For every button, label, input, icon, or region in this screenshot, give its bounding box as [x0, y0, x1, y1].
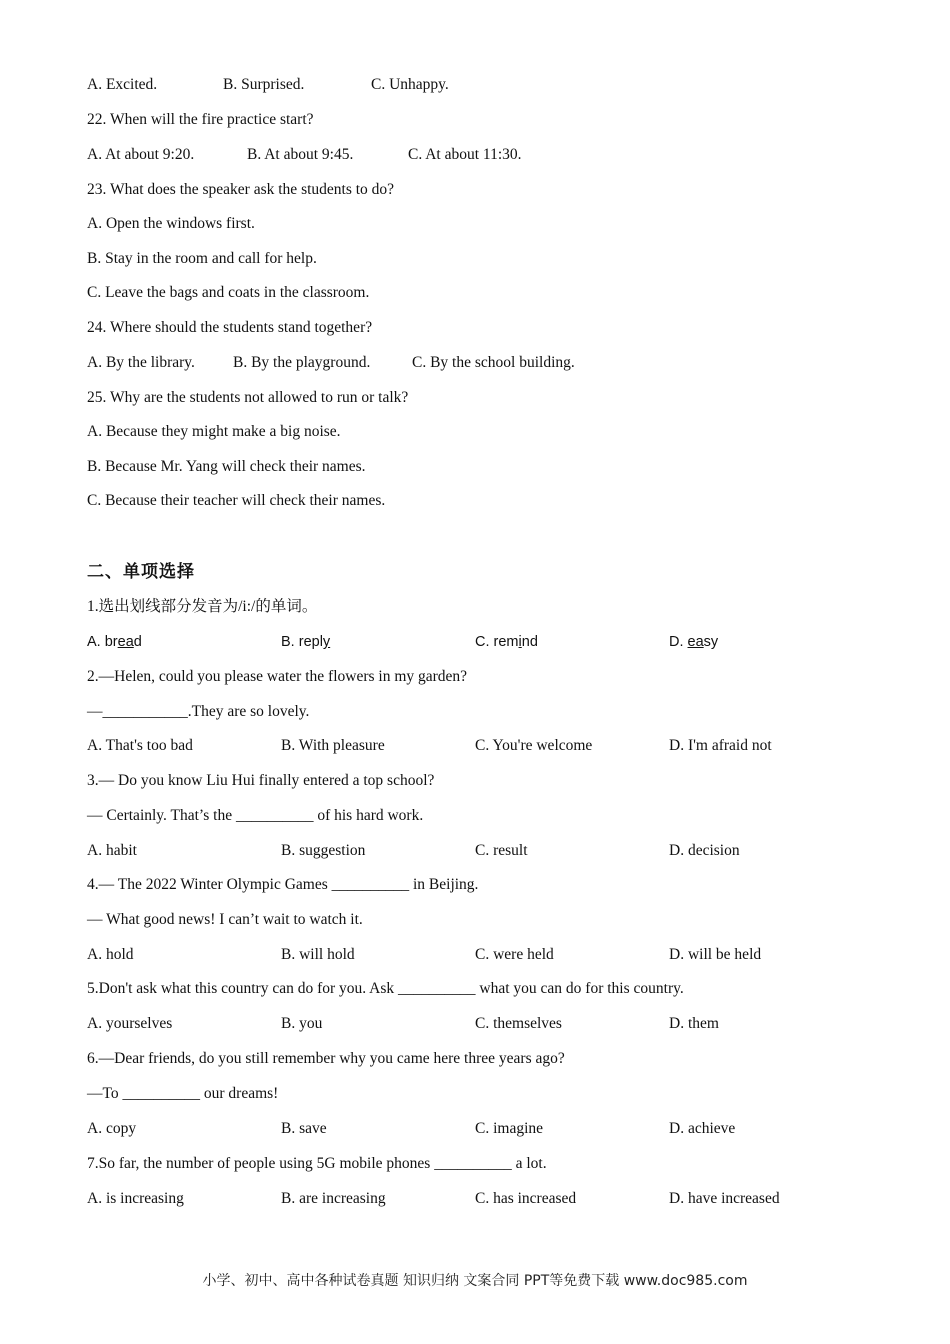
q2-option-b[interactable]: B. With pleasure	[281, 737, 385, 754]
q4-option-d[interactable]: D. will be held	[669, 946, 762, 963]
q1-option-a-letter: A.	[87, 634, 105, 650]
q24-options	[87, 353, 887, 373]
q1-option-c-underlined: i	[518, 634, 522, 650]
q1-stem: 1.选出划线部分发音为/i:/的单词。	[87, 598, 318, 615]
page-footer: 小学、初中、高中各种试卷真题 知识归纳 文案合同 PPT等免费下载 www.doc985.com	[202, 1273, 748, 1289]
q1-option-b-letter: B.	[281, 634, 299, 650]
q1-option-b-underlined: y	[322, 634, 331, 650]
q6-option-b[interactable]: B. save	[281, 1120, 327, 1137]
q3-option-c[interactable]: C. result	[475, 842, 528, 859]
q5-option-b[interactable]: B. you	[281, 1015, 323, 1032]
q1-option-a[interactable]	[87, 632, 142, 652]
q3-options	[87, 841, 887, 861]
q3-option-a[interactable]: A. habit	[87, 842, 137, 859]
q5-stem: 5.Don't ask what this country can do for you. Ask __________ what you can do for this country.	[87, 980, 684, 997]
q4-options	[87, 945, 887, 965]
q1-option-d[interactable]	[669, 632, 718, 652]
q5-option-a[interactable]: A. yourselves	[87, 1015, 173, 1032]
q24-option-b[interactable]: B. By the playground.	[233, 354, 371, 371]
q2-option-d[interactable]: D. I'm afraid not	[669, 737, 772, 754]
q4-option-a[interactable]: A. hold	[87, 946, 134, 963]
q3-stem: 3.— Do you know Liu Hui finally entered a top school?	[87, 772, 435, 789]
q7-option-a[interactable]: A. is increasing	[87, 1190, 184, 1207]
q6-option-d[interactable]: D. achieve	[669, 1120, 736, 1137]
q5-option-c[interactable]: C. themselves	[475, 1015, 562, 1032]
q4-response: — What good news! I can’t wait to watch it.	[87, 911, 363, 928]
q6-response: —To __________ our dreams!	[87, 1085, 279, 1102]
q25-option-c[interactable]: C. Because their teacher will check their names.	[87, 492, 386, 509]
q7-option-b[interactable]: B. are increasing	[281, 1190, 386, 1207]
q5-option-d[interactable]: D. them	[669, 1015, 719, 1032]
q23-option-b[interactable]: B. Stay in the room and call for help.	[87, 250, 317, 267]
q6-options	[87, 1119, 887, 1139]
q1-option-d-letter: D.	[669, 634, 688, 650]
q1-option-c-post: nd	[521, 634, 538, 650]
q4-option-c[interactable]: C. were held	[475, 946, 554, 963]
q24-option-c[interactable]: C. By the school building.	[412, 354, 575, 371]
q2-stem: 2.—Helen, could you please water the flowers in my garden?	[87, 668, 468, 685]
q6-option-c[interactable]: C. imagine	[475, 1120, 544, 1137]
q2-option-a[interactable]: A. That's too bad	[87, 737, 193, 754]
section-heading: 二、单项选择	[87, 562, 195, 582]
q23-option-c[interactable]: C. Leave the bags and coats in the classroom.	[87, 284, 370, 301]
q21-option-b[interactable]: B. Surprised.	[223, 76, 305, 93]
q22-option-b[interactable]: B. At about 9:45.	[247, 146, 354, 163]
q22-option-a[interactable]: A. At about 9:20.	[87, 146, 195, 163]
q7-options	[87, 1189, 887, 1209]
q3-response: — Certainly. That’s the __________ of his hard work.	[87, 807, 424, 824]
q5-options	[87, 1014, 887, 1034]
q1-option-c-pre: rem	[493, 634, 519, 650]
q4-stem: 4.— The 2022 Winter Olympic Games __________ in Beijing.	[87, 876, 479, 893]
q23-stem: 23. What does the speaker ask the students to do?	[87, 181, 395, 198]
q22-stem: 22. When will the fire practice start?	[87, 111, 314, 128]
q24-stem: 24. Where should the students stand together?	[87, 319, 373, 336]
q25-option-b[interactable]: B. Because Mr. Yang will check their names.	[87, 458, 366, 475]
q23-option-a[interactable]: A. Open the windows first.	[87, 215, 255, 232]
q2-option-c[interactable]: C. You're welcome	[475, 737, 593, 754]
q1-option-a-underlined: ea	[117, 634, 134, 650]
q1-option-a-post: d	[133, 634, 142, 650]
q3-option-d[interactable]: D. decision	[669, 842, 740, 859]
q24-option-a[interactable]: A. By the library.	[87, 354, 195, 371]
q1-option-c-letter: C.	[475, 634, 494, 650]
q7-option-d[interactable]: D. have increased	[669, 1190, 780, 1207]
q1-option-b-pre: repl	[298, 634, 323, 650]
q1-options	[87, 632, 887, 652]
q21-option-c[interactable]: C. Unhappy.	[371, 76, 449, 93]
q1-option-c[interactable]	[475, 632, 538, 652]
q2-response: —___________.They are so lovely.	[87, 703, 310, 720]
q4-option-b[interactable]: B. will hold	[281, 946, 355, 963]
q7-stem: 7.So far, the number of people using 5G mobile phones __________ a lot.	[87, 1155, 547, 1172]
q3-option-b[interactable]: B. suggestion	[281, 842, 366, 859]
q1-option-a-pre: br	[104, 634, 118, 650]
q1-option-b[interactable]	[281, 632, 330, 652]
q21-option-a[interactable]: A. Excited.	[87, 76, 158, 93]
q7-option-c[interactable]: C. has increased	[475, 1190, 577, 1207]
q1-option-d-underlined: ea	[687, 634, 704, 650]
q6-stem: 6.—Dear friends, do you still remember why you came here three years ago?	[87, 1050, 565, 1067]
q21-options	[87, 75, 887, 95]
q22-option-c[interactable]: C. At about 11:30.	[408, 146, 522, 163]
q6-option-a[interactable]: A. copy	[87, 1120, 137, 1137]
q1-option-d-post: sy	[703, 634, 719, 650]
q25-stem: 25. Why are the students not allowed to run or talk?	[87, 389, 409, 406]
q2-options	[87, 736, 887, 756]
q25-option-a[interactable]: A. Because they might make a big noise.	[87, 423, 341, 440]
q22-options	[87, 145, 887, 165]
